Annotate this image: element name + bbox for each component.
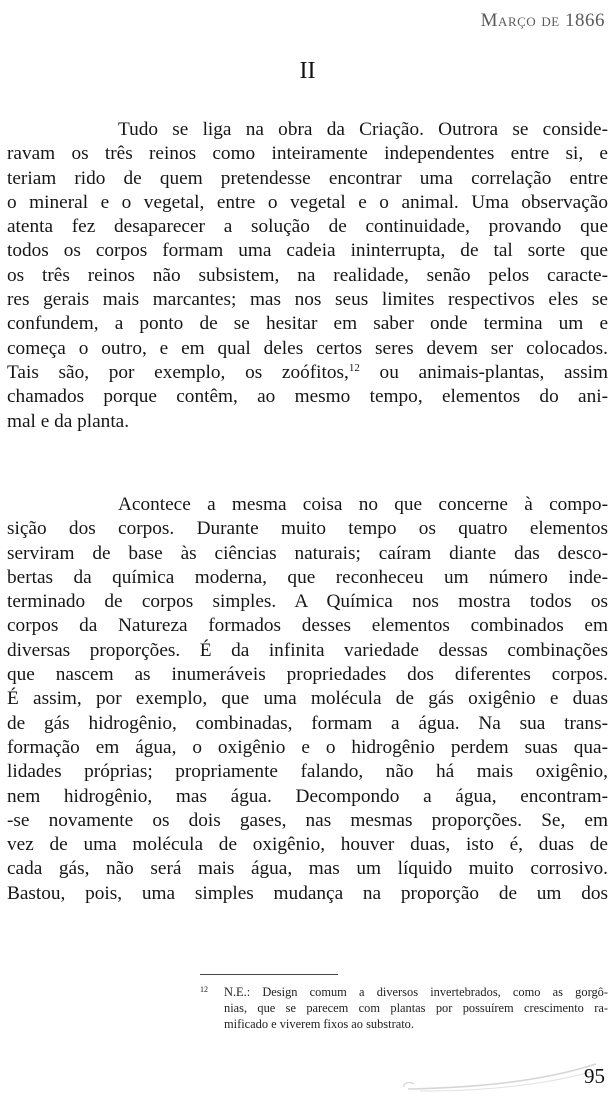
section-title: II: [299, 58, 316, 84]
footnote-line: mificado e viverem fixos ao substrato.: [224, 1017, 414, 1031]
text-line: É assim, por exemplo, que uma molécula de gás oxigênio e duas: [7, 688, 608, 710]
text-line: sição dos corpos. Durante muito tempo os quatro elementos: [7, 518, 608, 540]
text-line: mal e da planta.: [7, 410, 130, 432]
text-line: chamados porque contêm, ao mesmo tempo, elementos do ani-: [7, 386, 608, 408]
text-line: que nascem as inumeráveis propriedades dos diferentes corpos.: [7, 664, 608, 686]
footnote-line: nias, que se parecem com plantas por possuírem crescimento ra-: [224, 1001, 608, 1015]
text-line: cada gás, não será mais água, mas um líquido muito corrosivo.: [7, 858, 608, 880]
text-line: começa o outro, e em qual deles certos seres devem ser colocados.: [7, 337, 608, 359]
paragraph-1: [7, 118, 608, 434]
text-line: res gerais mais marcantes; mas nos seus limites respectivos eles se: [7, 289, 608, 311]
text-line: nem hidrogênio, mas água. Decompondo a água, encontram-: [7, 785, 608, 807]
footnote-divider: [200, 974, 338, 975]
decorative-swoosh-icon: [400, 1062, 600, 1094]
footnote: [200, 984, 608, 1032]
text-line: lidades próprias; propriamente falando, não há mais oxigênio,: [7, 761, 608, 783]
footnote-mark: 12: [200, 985, 208, 994]
text-line: corpos da Natureza formados desses elementos combinados em: [7, 615, 608, 637]
text-line: terminado de corpos simples. A Química nos mostra todos os: [7, 591, 608, 613]
page-number: 95: [584, 1064, 605, 1088]
text-line: confundem, a ponto de se hesitar em saber onde termina um e: [7, 313, 608, 335]
text-fragment: ou animais-plantas, assim: [359, 361, 608, 383]
text-line: vez de uma molécula de oxigênio, houver duas, isto é, duas de: [7, 834, 608, 856]
text-line: diversas proporções. É da infinita variedade dessas combinações: [7, 639, 608, 661]
text-line: bertas da química moderna, que reconheceu um número inde-: [7, 566, 608, 588]
text-line: [7, 361, 608, 385]
text-line: os três reinos não subsistem, na realidade, senão pelos caracte-: [7, 264, 608, 286]
text-line: todos os corpos formam uma cadeia ininterrupta, de tal sorte que: [7, 240, 608, 262]
text-line: o mineral e o vegetal, entre o vegetal e o animal. Uma observação: [7, 191, 608, 213]
text-line: formação em água, o oxigênio e o hidrogênio perdem suas qua-: [7, 736, 608, 758]
text-line: de gás hidrogênio, combinadas, formam a água. Na sua trans-: [7, 712, 608, 734]
text-line: Tudo se liga na obra da Criação. Outrora se conside-: [118, 119, 608, 140]
text-line: serviram de base às ciências naturais; caíram diante das desco-: [7, 542, 608, 564]
footnote-reference[interactable]: 12: [348, 361, 360, 374]
text-fragment: Tais são, por exemplo, os zoófitos,: [7, 361, 349, 383]
paragraph-2: [7, 493, 608, 906]
text-line: -se novamente os dois gases, nas mesmas proporções. Se, em: [7, 809, 608, 831]
text-line: Bastou, pois, uma simples mudança na proporção de um dos: [7, 882, 608, 904]
footnote-line: N.E.: Design comum a diversos invertebrados, como as gorgô-: [224, 985, 608, 999]
text-line: ravam os três reinos como inteiramente independentes entre si, e: [7, 143, 608, 165]
text-line: Acontece a mesma coisa no que concerne à compo-: [118, 494, 608, 515]
text-line: atenta fez desaparecer a solução de continuidade, provando que: [7, 216, 608, 238]
running-head: Março de 1866: [480, 10, 605, 31]
text-line: teriam rido de quem pretendesse encontrar uma correlação entre: [7, 167, 608, 189]
